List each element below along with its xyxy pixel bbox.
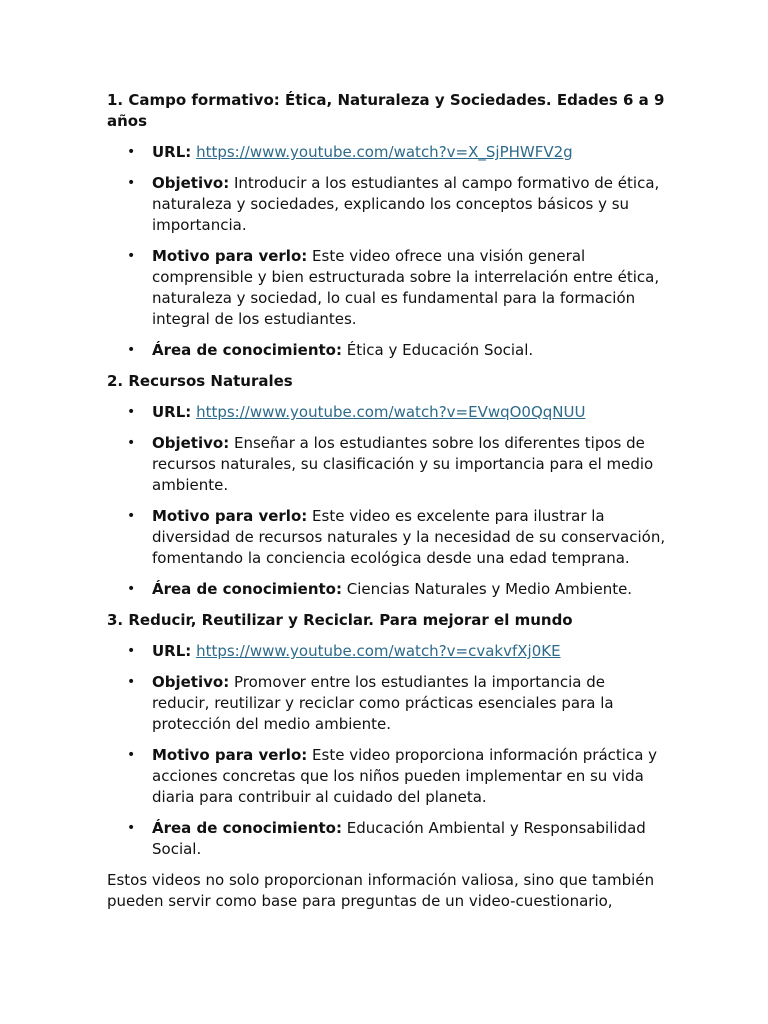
url-label: URL: (152, 403, 192, 421)
section-heading: 3. Reducir, Reutilizar y Reciclar. Para mejorar el mundo (107, 611, 573, 629)
area-text: Ciencias Naturales y Medio Ambiente. (346, 580, 633, 598)
motivo-item (107, 745, 667, 808)
objetivo-label: Objetivo: (152, 673, 230, 691)
objetivo-item (107, 672, 667, 735)
area-label: Área de conocimiento: (152, 819, 342, 837)
area-item (107, 340, 667, 361)
section-details (107, 641, 667, 860)
objetivo-text: Promover entre los estudiantes la importancia de reducir, reutilizar y reciclar como prácticas esenciales para la protección del medio ambiente. (152, 673, 614, 733)
motivo-text: Este video ofrece una visión general comprensible y bien estructurada sobre la interrelación entre ética, naturaleza y sociedad, lo cual es fundamental para la formación integral de los estudiantes. (152, 247, 660, 328)
video-section-3 (107, 610, 667, 860)
video-link[interactable]: https://www.youtube.com/watch?v=X_SjPHWFV2g (196, 143, 573, 161)
motivo-item (107, 246, 667, 330)
video-section-1 (107, 90, 667, 361)
section-heading: 1. Campo formativo: Ética, Naturaleza y Sociedades. Edades 6 a 9 años (107, 91, 665, 130)
area-text: Ética y Educación Social. (346, 341, 534, 359)
motivo-label: Motivo para verlo: (152, 247, 308, 265)
closing-paragraph: Estos videos no solo proporcionan información valiosa, sino que también pueden servir como base para preguntas de un video-cuestionario, (107, 871, 655, 910)
url-label: URL: (152, 143, 192, 161)
objetivo-text: Introducir a los estudiantes al campo formativo de ética, naturaleza y sociedades, explicando los conceptos básicos y su importancia. (152, 174, 660, 234)
url-item (107, 641, 667, 662)
video-section-2 (107, 371, 667, 600)
url-item (107, 142, 667, 163)
area-text: Educación Ambiental y Responsabilidad Social. (152, 819, 646, 858)
url-label: URL: (152, 642, 192, 660)
objetivo-label: Objetivo: (152, 434, 230, 452)
url-item (107, 402, 667, 423)
objetivo-item (107, 433, 667, 496)
objetivo-text: Enseñar a los estudiantes sobre los diferentes tipos de recursos naturales, su clasificación y su importancia para el medio ambiente. (152, 434, 654, 494)
objetivo-item (107, 173, 667, 236)
video-link[interactable]: https://www.youtube.com/watch?v=cvakvfXj0KE (196, 642, 561, 660)
section-details (107, 402, 667, 600)
motivo-item (107, 506, 667, 569)
motivo-text: Este video es excelente para ilustrar la diversidad de recursos naturales y la necesidad de su conservación, fomentando la conciencia ecológica desde una edad temprana. (152, 507, 666, 567)
area-item (107, 818, 667, 860)
section-details (107, 142, 667, 361)
area-label: Área de conocimiento: (152, 341, 342, 359)
objetivo-label: Objetivo: (152, 174, 230, 192)
motivo-text: Este video proporciona información práctica y acciones concretas que los niños pueden implementar en su vida diaria para contribuir al cuidado del planeta. (152, 746, 658, 806)
motivo-label: Motivo para verlo: (152, 746, 308, 764)
area-label: Área de conocimiento: (152, 580, 342, 598)
section-heading: 2. Recursos Naturales (107, 372, 293, 390)
motivo-label: Motivo para verlo: (152, 507, 308, 525)
video-link[interactable]: https://www.youtube.com/watch?v=EVwqO0QqNUU (196, 403, 586, 421)
document-content (107, 90, 667, 912)
area-item (107, 579, 667, 600)
